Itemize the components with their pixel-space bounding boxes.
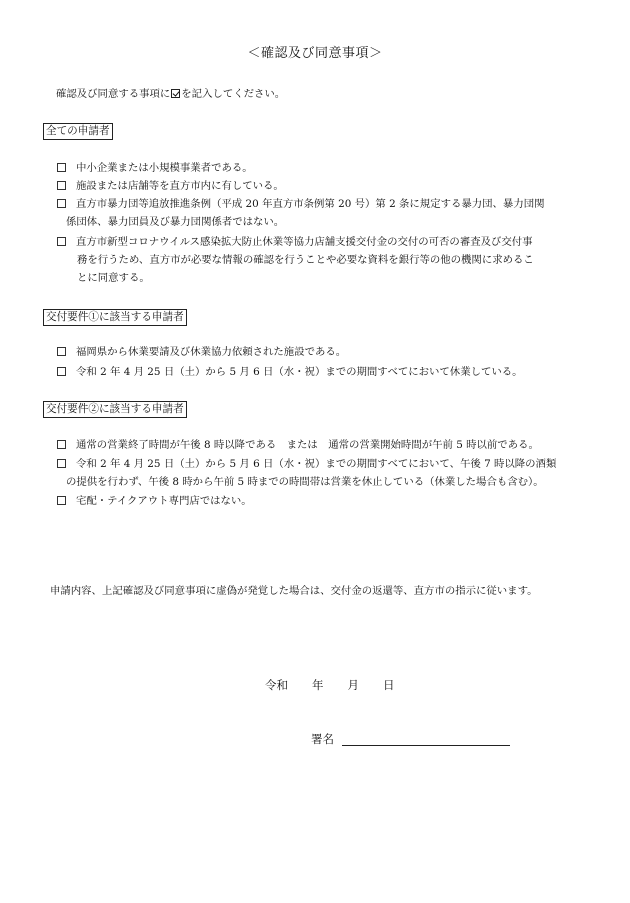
- checkbox-icon[interactable]: [57, 163, 66, 172]
- item-text: 宅配・テイクアウト専門店ではない。: [76, 495, 252, 507]
- checkbox-icon[interactable]: [57, 459, 66, 468]
- section-heading-requirement-1: 交付要件①に該当する申請者: [43, 309, 187, 326]
- checklist-item[interactable]: [57, 181, 284, 191]
- checked-box-icon: [171, 89, 180, 98]
- intro-after: を記入してください。: [181, 88, 286, 100]
- declaration-notice: 申請内容、上記確認及び同意事項に虚偽が発覚した場合は、交付金の返還等、直方市の指示に従います。: [50, 585, 538, 597]
- item-text: 施設または店舗等を直方市内に有している。: [76, 180, 284, 192]
- checklist-item[interactable]: [57, 367, 523, 377]
- item-text: 福岡県から休業要請及び休業協力依頼された施設である。: [76, 346, 347, 358]
- item-text-continued: とに同意する。: [77, 272, 150, 284]
- checklist-item[interactable]: [57, 440, 539, 450]
- checkbox-icon[interactable]: [57, 367, 66, 376]
- checklist-item[interactable]: [57, 459, 556, 469]
- item-text-continued: 務を行うため、直方市が必要な情報の確認を行うことや必要な資料を銀行等の他の機関に求めるこ: [77, 254, 534, 266]
- signature-label: 署名: [311, 732, 334, 746]
- checkbox-icon[interactable]: [57, 237, 66, 246]
- checklist-item[interactable]: [57, 237, 533, 247]
- checkbox-icon[interactable]: [57, 440, 66, 449]
- item-text: 中小企業または小規模事業者である。: [76, 162, 253, 174]
- section-heading-requirement-2: 交付要件②に該当する申請者: [43, 401, 187, 418]
- date-month-label: 月: [347, 678, 359, 692]
- checkbox-icon[interactable]: [57, 181, 66, 190]
- item-text: 直方市新型コロナウイルス感染拡大防止休業等協力店舗支援交付金の交付の可否の審査及び交付事: [76, 236, 533, 248]
- checklist-item[interactable]: [57, 199, 545, 209]
- checkbox-icon[interactable]: [57, 496, 66, 505]
- intro-text: [56, 89, 285, 99]
- checklist-item[interactable]: [57, 163, 253, 173]
- item-text: 直方市暴力団等追放推進条例（平成 20 年直方市条例第 20 号）第 2 条に規定する暴力団、暴力団関: [76, 198, 545, 210]
- checkbox-icon[interactable]: [57, 199, 66, 208]
- page-title: ＜確認及び同意事項＞: [247, 46, 383, 61]
- item-text: 令和 2 年 4 月 25 日（土）から 5 月 6 日（水・祝）までの期間すべてにおいて休業している。: [76, 366, 523, 378]
- date-year-label: 年: [312, 678, 324, 692]
- checklist-item[interactable]: [57, 347, 346, 357]
- checkbox-icon[interactable]: [57, 347, 66, 356]
- section-heading-all-applicants: 全ての申請者: [43, 123, 113, 140]
- date-field[interactable]: [265, 680, 395, 692]
- checklist-item[interactable]: [57, 496, 252, 506]
- item-text-continued: 係団体、暴力団員及び暴力団関係者ではない。: [66, 216, 285, 228]
- item-text-continued: の提供を行わず、午後 8 時から午前 5 時までの時間帯は営業を休止している（休業した場合も含む）。: [66, 476, 544, 488]
- date-era: 令和: [265, 678, 288, 692]
- intro-before: 確認及び同意する事項に: [56, 88, 171, 100]
- item-text: 令和 2 年 4 月 25 日（土）から 5 月 6 日（水・祝）までの期間すべてにおいて、午後 7 時以降の酒類: [76, 458, 557, 470]
- signature-line[interactable]: [342, 745, 510, 746]
- item-text: 通常の営業終了時間が午後 8 時以降である または 通常の営業開始時間が午前 5 時以前である。: [76, 439, 539, 451]
- date-day-label: 日: [383, 678, 395, 692]
